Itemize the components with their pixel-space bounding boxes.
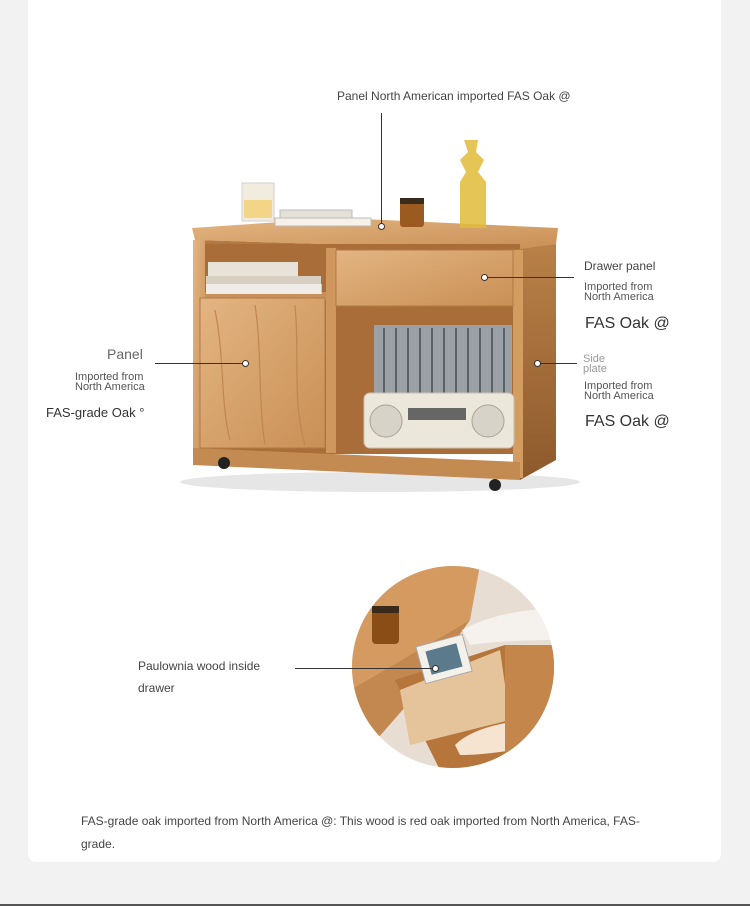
label-drawer-imported-1: Imported from (584, 281, 653, 293)
label-drawer-panel: Drawer panel (584, 259, 656, 273)
label-panel-fas: FAS-grade Oak ° (46, 405, 145, 420)
label-side-fas: FAS Oak @ (585, 413, 670, 430)
footnote-line-2: grade. (81, 837, 116, 851)
label-paulownia-1: Paulownia wood inside (138, 659, 261, 673)
label-panel-imported-2: North America (75, 381, 145, 393)
label-side-imported-2: North America (584, 390, 654, 402)
label-drawer-fas: FAS Oak @ (585, 315, 670, 332)
label-side-plate-2: plate (583, 363, 607, 375)
leader-drawer-panel (486, 277, 574, 278)
leader-side-plate (539, 363, 577, 364)
leader-paulownia (295, 668, 437, 669)
label-panel: Panel (107, 346, 143, 362)
label-side-plate-1: Side (583, 353, 606, 365)
leader-panel (155, 363, 244, 364)
marker-drawer-panel (481, 274, 488, 281)
marker-top-panel (378, 223, 385, 230)
marker-paulownia (432, 665, 439, 672)
label-drawer-imported-2: North America (584, 291, 654, 303)
leader-top-panel (381, 113, 382, 226)
label-panel-imported-1: Imported from (75, 371, 144, 383)
footnote-line-1: FAS-grade oak imported from North America @: This wood is red oak imported from North America, FAS- (81, 814, 640, 828)
label-paulownia-2: drawer (138, 681, 175, 695)
label-top-panel: Panel North American imported FAS Oak @ (337, 89, 571, 103)
label-side-imported-1: Imported from (584, 380, 653, 392)
marker-panel (242, 360, 249, 367)
marker-side-plate (534, 360, 541, 367)
